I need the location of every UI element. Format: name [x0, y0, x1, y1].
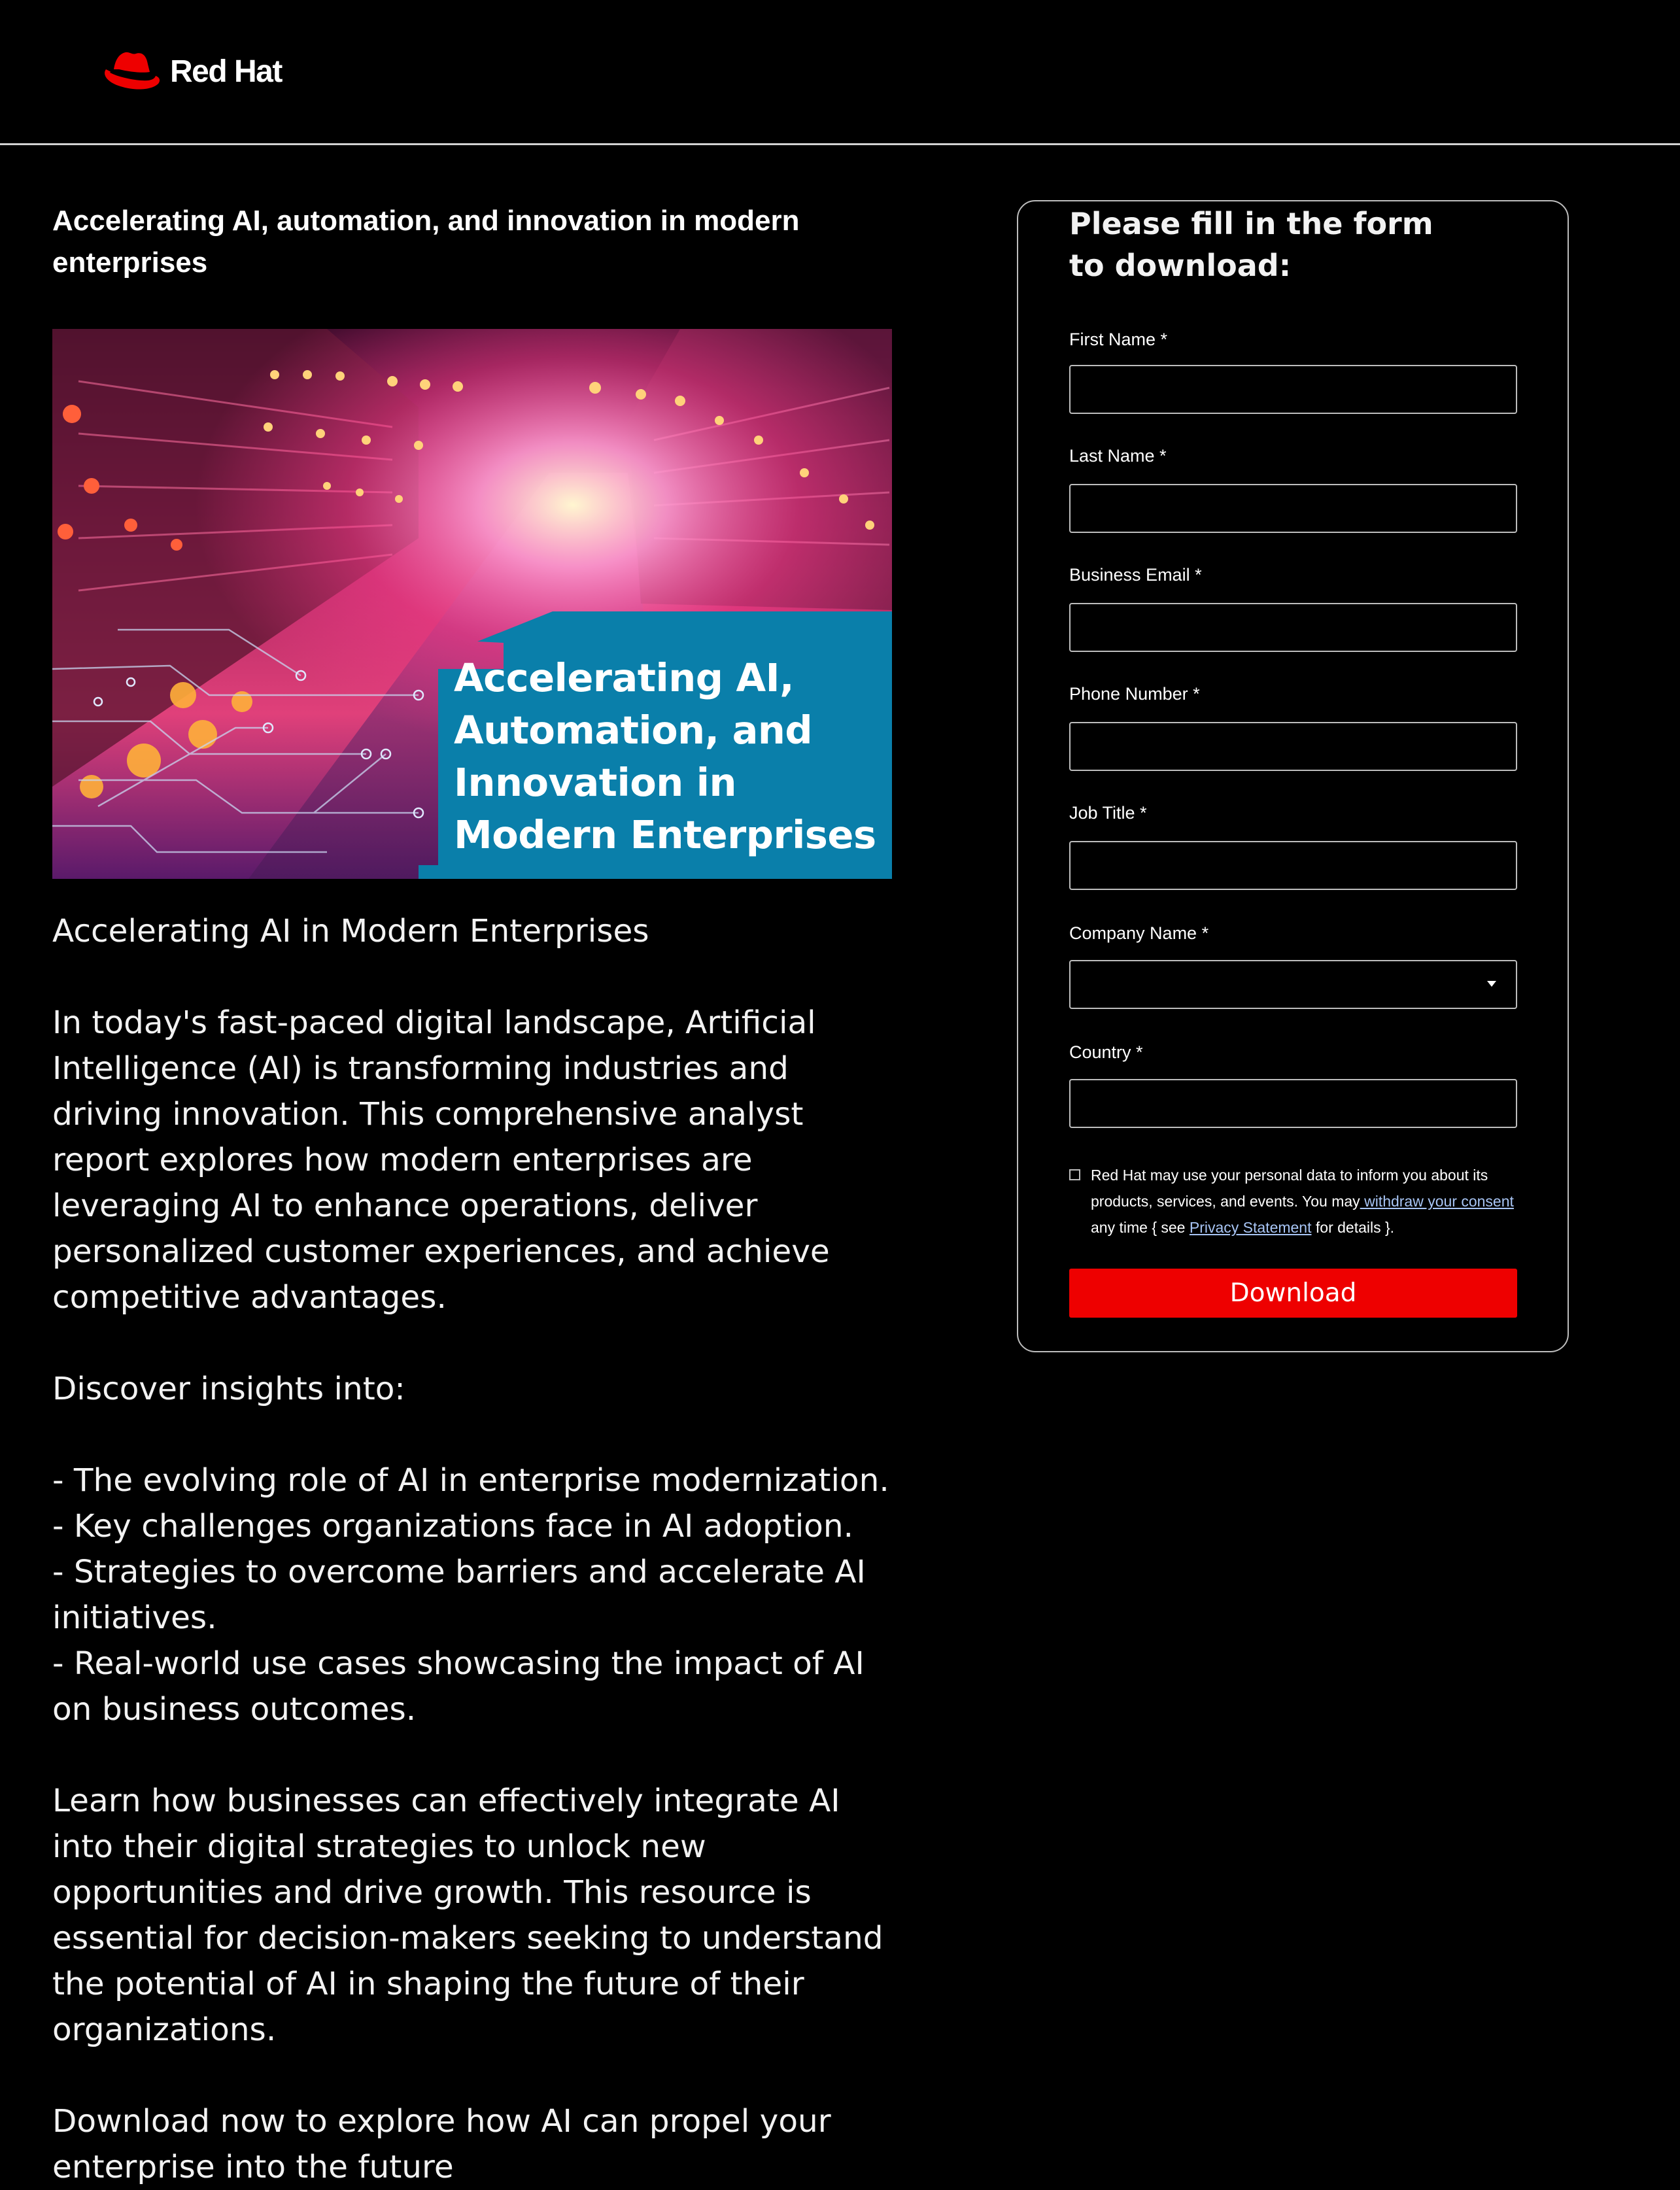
download-button[interactable]: Download: [1069, 1269, 1517, 1318]
hero-caption: Accelerating AI, Automation, and Innovation in Modern Enterprises: [454, 655, 876, 857]
first-name-label: First Name *: [1069, 330, 1168, 349]
phone-number-input[interactable]: [1069, 722, 1517, 771]
report-description: Accelerating AI in Modern Enterprises In today's fast-paced digital landscape, Artificial Intelligence (AI) is transforming industries and driving innovation. This comprehensive analyst report explores how modern enterprises are leveraging AI to enhance operations, deliver personalized customer experiences, and achieve competitive advantages. Discover insights into: - The evolving role of AI in enterprise modernization. - Key challenges organizations face in AI adoption. - Strategies to overcome barriers and accelerate AI initiatives. - Real-world use cases showcasing the impact of AI on business outcomes. Learn how businesses can effectively integrate AI into their digital strategies to unlock new opportunities and drive growth. This resource is essential for decision-makers seeking to understand the potential of AI in shaping the future of their organizations. Download now to explore how AI can propel your enterprise into the future: [52, 913, 889, 2185]
first-name-input[interactable]: [1069, 365, 1517, 414]
red-hat-logo[interactable]: [103, 50, 282, 93]
business-email-label: Business Email *: [1069, 565, 1202, 585]
consent-text-start: Red Hat may use your personal data to inform you about its products, services, and events. You may: [1091, 1167, 1488, 1210]
business-email-input[interactable]: [1069, 603, 1517, 652]
consent-checkbox[interactable]: [1069, 1169, 1080, 1180]
form-heading: Please fill in the form to download:: [1069, 206, 1433, 283]
country-input[interactable]: [1069, 1079, 1517, 1128]
company-name-label: Company Name *: [1069, 923, 1209, 943]
brand-name: Red Hat: [170, 54, 282, 89]
consent-text: [1091, 1162, 1540, 1240]
consent-section: [1069, 1162, 1540, 1240]
consent-text-middle: any time { see: [1091, 1219, 1190, 1236]
withdraw-consent-link[interactable]: withdraw your consent: [1360, 1193, 1514, 1210]
company-name-select[interactable]: [1069, 960, 1517, 1009]
phone-number-label: Phone Number *: [1069, 684, 1200, 704]
job-title-label: Job Title *: [1069, 803, 1147, 823]
last-name-label: Last Name *: [1069, 446, 1167, 466]
download-form: [1017, 200, 1569, 1352]
privacy-statement-link[interactable]: Privacy Statement: [1189, 1219, 1312, 1236]
hero-image: [52, 329, 892, 879]
job-title-input[interactable]: [1069, 841, 1517, 890]
chevron-down-icon: [1487, 981, 1496, 987]
consent-text-end: for details }.: [1311, 1219, 1395, 1236]
site-header: [0, 0, 1680, 145]
last-name-input[interactable]: [1069, 484, 1517, 533]
page-title: Accelerating AI, automation, and innovation in modern enterprises: [52, 205, 800, 279]
country-label: Country *: [1069, 1042, 1143, 1062]
red-hat-icon: [103, 50, 161, 93]
